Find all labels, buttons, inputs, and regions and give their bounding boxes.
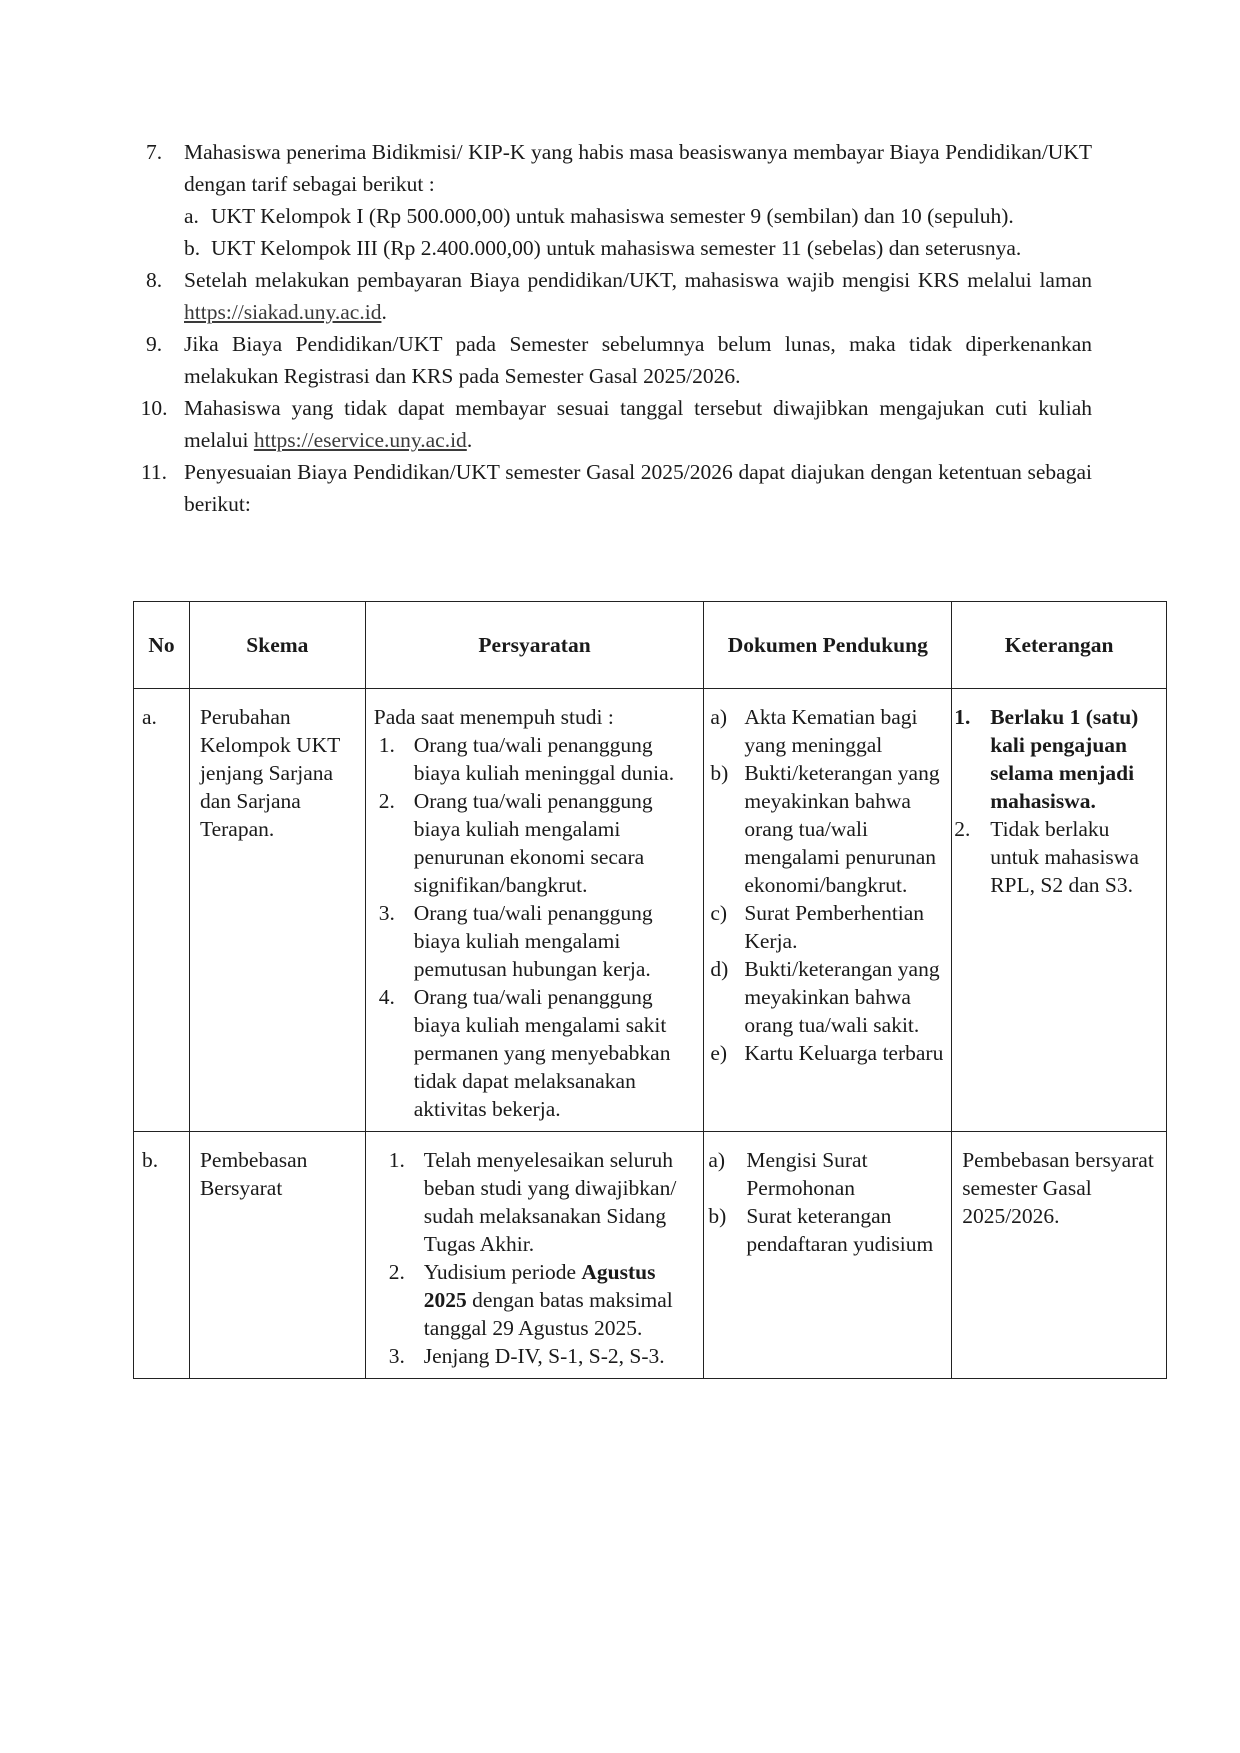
list-letter: b) xyxy=(710,761,729,785)
list-number: 1. xyxy=(388,1148,405,1172)
list-text: dengan batas maksimal tanggal 29 Agustus 2025. xyxy=(423,1288,673,1340)
list-item xyxy=(710,1146,947,1202)
list-text: Kartu Keluarga terbaru xyxy=(744,1041,944,1065)
sub-item-letter: a. xyxy=(184,204,199,228)
numbered-list xyxy=(136,136,1092,520)
list-item xyxy=(384,1258,698,1342)
list-text: Surat keterangan pendaftaran yudisium xyxy=(746,1204,934,1256)
list-item xyxy=(710,1039,947,1067)
list-number: 2. xyxy=(378,789,395,813)
row-number: a. xyxy=(134,689,190,1132)
item-text xyxy=(184,392,1092,456)
item-number: 9. xyxy=(145,332,163,356)
list-item xyxy=(374,731,698,787)
item-text xyxy=(184,264,1092,328)
list-text: Bukti/keterangan yang meyakinkan bahwa orang tua/wali mengalami penurunan ekonomi/bangkrut. xyxy=(744,761,940,897)
item-text: Mahasiswa penerima Bidikmisi/ KIP-K yang habis masa beasiswanya membayar Biaya Pendidikan/UKT dengan tarif sebagai berikut : xyxy=(184,140,1092,196)
list-number: 1. xyxy=(378,733,395,757)
header-no: No xyxy=(134,602,190,689)
list-item xyxy=(374,787,698,899)
item-number: 11. xyxy=(140,460,168,484)
list-text: Orang tua/wali penanggung biaya kuliah mengalami pemutusan hubungan kerja. xyxy=(413,901,653,981)
requirements-table xyxy=(133,601,1167,1379)
list-text: Yudisium periode xyxy=(423,1260,582,1284)
skema-cell: Pembebasan Bersyarat xyxy=(189,1132,365,1379)
list-item xyxy=(954,815,1160,899)
table-row xyxy=(134,1132,1167,1379)
item-text-pre: Mahasiswa yang tidak dapat membayar sesuai tanggal tersebut diwajibkan mengajukan cuti kuliah melalui xyxy=(184,396,1092,452)
list-number: 2. xyxy=(954,817,971,841)
sub-item-text: UKT Kelompok III (Rp 2.400.000,00) untuk mahasiswa semester 11 (sebelas) dan seterusnya. xyxy=(211,236,1022,260)
dokumen-cell xyxy=(704,1132,952,1379)
list-text: Bukti/keterangan yang meyakinkan bahwa orang tua/wali sakit. xyxy=(744,957,940,1037)
persyaratan-intro: Pada saat menempuh studi : xyxy=(373,705,614,729)
persyaratan-cell xyxy=(365,1132,704,1379)
list-item xyxy=(374,899,698,983)
list-item xyxy=(954,703,1160,815)
list-text: Tidak berlaku untuk mahasiswa RPL, S2 dan S3. xyxy=(990,817,1139,897)
list-number: 4. xyxy=(378,985,395,1009)
list-item xyxy=(710,759,947,899)
sub-item-a xyxy=(184,200,1092,232)
item-text: Jika Biaya Pendidikan/UKT pada Semester sebelumnya belum lunas, maka tidak diperkenankan melakukan Registrasi dan KRS pada Semester Gasal 2025/2026. xyxy=(184,332,1092,388)
item-number: 10. xyxy=(140,396,168,420)
header-persyaratan: Persyaratan xyxy=(365,602,704,689)
list-number: 3. xyxy=(388,1344,405,1368)
list-text: Surat Pemberhentian Kerja. xyxy=(744,901,925,953)
item-text: Penyesuaian Biaya Pendidikan/UKT semester Gasal 2025/2026 dapat diajukan dengan ketentuan sebagai berikut: xyxy=(184,460,1092,516)
list-text: Orang tua/wali penanggung biaya kuliah mengalami penurunan ekonomi secara signifikan/bangkrut. xyxy=(413,789,653,897)
list-number: 3. xyxy=(378,901,395,925)
table-header-row xyxy=(134,602,1167,689)
list-number: 1. xyxy=(954,705,971,729)
list-letter: e) xyxy=(710,1041,728,1065)
list-item xyxy=(384,1146,698,1258)
list-item-10 xyxy=(136,392,1092,456)
sub-item-letter: b. xyxy=(184,236,201,260)
list-number: 2. xyxy=(388,1260,405,1284)
list-item xyxy=(710,1202,947,1258)
list-item-8 xyxy=(136,264,1092,328)
list-item xyxy=(384,1342,698,1370)
list-letter: b) xyxy=(708,1204,727,1228)
list-text: Orang tua/wali penanggung biaya kuliah meninggal dunia. xyxy=(413,733,675,785)
list-text-bold: Agustus 2025 xyxy=(423,1260,656,1312)
header-skema: Skema xyxy=(189,602,365,689)
list-item-9 xyxy=(136,328,1092,392)
siakad-link[interactable]: https://siakad.uny.ac.id xyxy=(184,300,382,324)
list-item xyxy=(374,983,698,1123)
list-letter: a) xyxy=(710,705,728,729)
list-text: Berlaku 1 (satu) kali pengajuan selama menjadi mahasiswa. xyxy=(990,705,1139,813)
table-row xyxy=(134,689,1167,1132)
header-dokumen: Dokumen Pendukung xyxy=(704,602,952,689)
list-letter: c) xyxy=(710,901,728,925)
row-number: b. xyxy=(134,1132,190,1379)
item-number: 7. xyxy=(145,140,163,164)
list-text: Telah menyelesaikan seluruh beban studi yang diwajibkan/ sudah melaksanakan Sidang Tugas Akhir. xyxy=(423,1148,677,1256)
list-text: Jenjang D-IV, S-1, S-2, S-3. xyxy=(423,1344,665,1368)
list-text: Akta Kematian bagi yang meninggal xyxy=(744,705,918,757)
list-item xyxy=(710,703,947,759)
list-item-11 xyxy=(136,456,1092,520)
item-text-post: . xyxy=(381,300,387,324)
list-letter: a) xyxy=(708,1148,726,1172)
header-keterangan: Keterangan xyxy=(952,602,1167,689)
dokumen-cell xyxy=(704,689,952,1132)
list-text: Orang tua/wali penanggung biaya kuliah mengalami sakit permanen yang menyebabkan tidak dapat melaksanakan aktivitas bekerja. xyxy=(413,985,671,1121)
keterangan-cell xyxy=(952,689,1167,1132)
item-number: 8. xyxy=(145,268,163,292)
sub-item-text: UKT Kelompok I (Rp 500.000,00) untuk mahasiswa semester 9 (sembilan) dan 10 (sepuluh). xyxy=(211,204,1014,228)
list-text: Mengisi Surat Permohonan xyxy=(746,1148,868,1200)
item-text-post: . xyxy=(466,428,473,452)
item-text-pre: Setelah melakukan pembayaran Biaya pendidikan/UKT, mahasiswa wajib mengisi KRS melalui laman xyxy=(184,268,1092,292)
list-item xyxy=(710,899,947,955)
keterangan-cell: Pembebasan bersyarat semester Gasal 2025/2026. xyxy=(952,1132,1167,1379)
skema-cell: Perubahan Kelompok UKT jenjang Sarjana dan Sarjana Terapan. xyxy=(189,689,365,1132)
list-item xyxy=(710,955,947,1039)
eservice-link[interactable]: https://eservice.uny.ac.id xyxy=(253,428,467,452)
list-letter: d) xyxy=(710,957,729,981)
sub-item-b xyxy=(184,232,1092,264)
persyaratan-cell xyxy=(365,689,704,1132)
list-item-7 xyxy=(136,136,1092,264)
